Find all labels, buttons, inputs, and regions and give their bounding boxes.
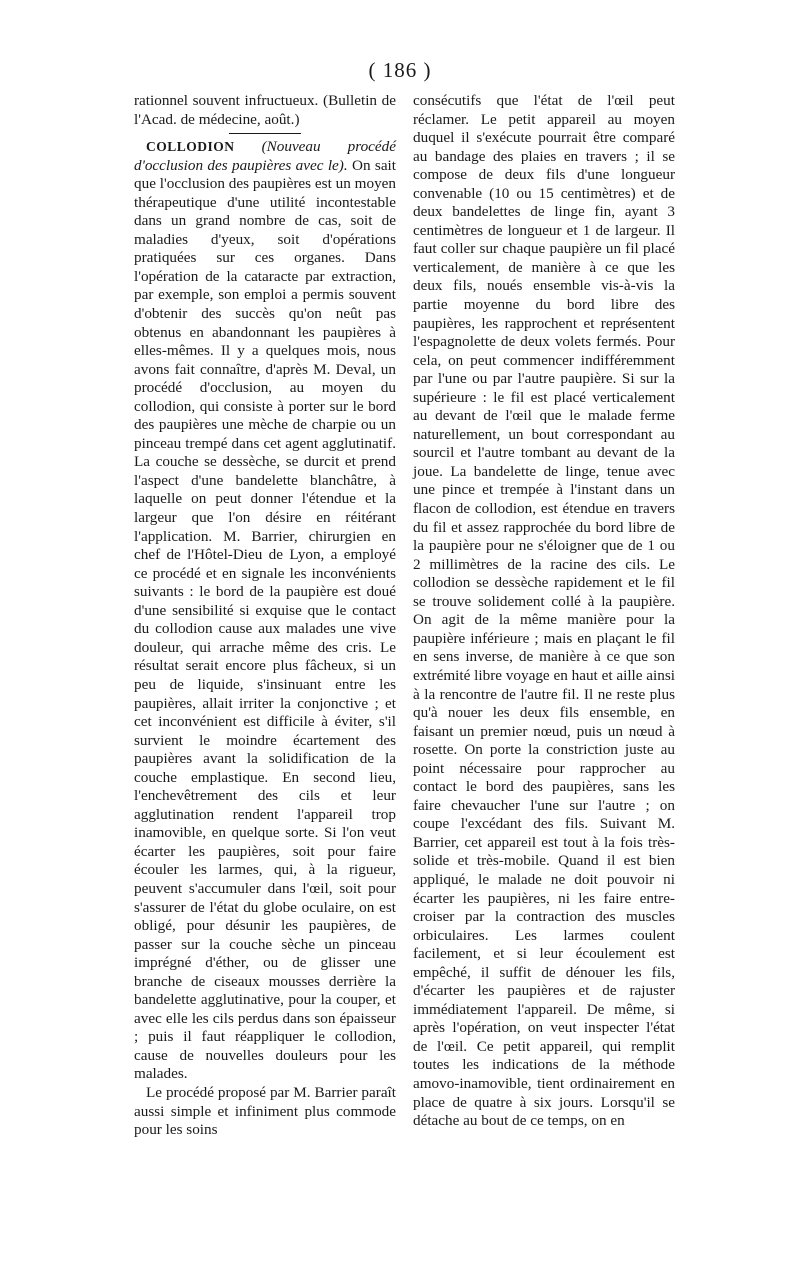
left-column <box>134 92 396 1140</box>
left-paragraph-closing: Le procédé proposé par M. Barrier paraît aussi simple et infiniment plus commode pour les soins <box>134 1083 396 1139</box>
article-subtitle: (Nouveau procédé d'occlusion des paupières avec le). <box>134 138 396 174</box>
article-title: COLLODION <box>146 139 235 155</box>
right-column <box>413 92 675 1131</box>
left-paragraph-opening: rationnel souvent infructueux. (Bulletin de l'Acad. de médecine, août.) <box>134 92 396 128</box>
page-number: ( 186 ) <box>368 58 432 82</box>
article-paragraph <box>134 138 396 1084</box>
right-paragraph: consécutifs que l'état de l'œil peut réclamer. Le petit appareil au moyen duquel il s'exécute pourrait être comparé au bandage des plaies en travers ; il se compose de deux fils d'une longueur convenable (10 ou 15 centimètres) et de deux bandelettes de linge fin, ayant 3 centimètres de longueur et 1 de largeur. Il faut coller sur chaque paupière un fil placé verticalement, de manière à ce que les deux fils, noués ensemble vis-à-vis la partie moyenne du bord libre des paupières, les rapprochent et représentent l'espagnolette de deux volets fermés. Pour cela, on peut commencer indifféremment par l'une ou par l'autre paupière. Si sur la supérieure : le fil est placé verticalement au devant de l'œil que le malade ferme naturellement, un bout correspondant au sourcil et l'autre tombant au devant de la joue. La bandelette de linge, tenue avec une pince et trempée à l'instant dans un flacon de collodion, est étendue en travers du fil et assez rapprochée du bord libre de la paupière pour ne s'éloigner que de 1 ou 2 millimètres de la racine des cils. Le collodion se dessèche rapidement et le fil se trouve solidement collé à la paupière. On agit de la même manière pour la paupière inférieure ; mais en plaçant le fil en sens inverse, de manière à ce que son extrémité libre voyage en haut et aille ainsi à la rencontre de l'autre fil. Il ne reste plus qu'à nouer les deux fils ensemble, en faisant un premier nœud, puis un nœud à rosette. On porte la constriction juste au point nécessaire pour rapprocher au contact le bord des paupières, sans les faire chevaucher l'une sur l'autre ; on coupe l'excédant des fils. Suivant M. Barrier, cet appareil est tout à la fois très-solide et très-mobile. Quand il est bien appliqué, le malade ne doit pouvoir ni écarter les paupières, ni les faire entre-croiser par la contraction des muscles orbiculaires. Les larmes coulent facilement, et si leur écoulement est empêché, il suffit de dénouer les fils, d'écarter les paupières et de rajuster immédiatement l'appareil. De même, si après l'opération, on veut inspecter l'état de l'œil. Ce petit appareil, qui remplit toutes les indications de la méthode amovo-inamovible, tient ordinairement en place de quatre à six jours. Lorsqu'il se détache au bout de ce temps, on en <box>413 92 675 1130</box>
article-body: On sait que l'occlusion des paupières est un moyen thérapeutique d'une utilité incontestable dans un grand nombre de cas, soit de maladies d'yeux, soit d'opérations pratiquées sur ces organes. Dans l'opération de la cataracte par extraction, par exemple, son emploi a permis souvent d'obtenir des succès qu'on neût pas obtenus en abandonnant les paupières à elles-mêmes. Il y a quelques mois, nous avons fait connaître, d'après M. Deval, un procédé d'occlusion, au moyen du collodion, qui consiste à porter sur le bord des paupières une mèche de charpie ou un pinceau trempé dans cet agent agglutinatif. La couche se dessèche, se durcit et prend l'aspect d'une bandelette blanchâtre, à laquelle on peut donner l'étendue et la largeur que l'on désire en réitérant l'application. M. Barrier, chirurgien en chef de l'Hôtel-Dieu de Lyon, a employé ce procédé et en signale les inconvénients suivants : le bord de la paupière est doué d'une sensibilité si exquise que le contact du collodion cause aux malades une vive douleur, qui arrache même des cris. Le résultat serait encore plus fâcheux, si un peu de liquide, s'insinuant entre les paupières, allait irriter la conjonctive ; et cet inconvénient est difficile à éviter, s'il survient le moindre écartement des paupières avant la solidification de la couche emplastique. En second lieu, l'enchevêtrement des cils et leur agglutination rendent l'appareil trop inamovible, en quelque sorte. Si l'on veut écarter les paupières, soit pour faire écouler les larmes, qui, à la rigueur, peuvent s'accumuler dans l'œil, soit pour s'assurer de l'état du globe oculaire, on est obligé, pour désunir les paupières, de passer sur la couche sèche un pinceau imprégné d'éther, ou de glisser une branche de ciseaux mousses derrière la bandelette agglutinative, pour la couper, et avec elle les cils perdus dans son épaisseur ; puis il faut réappliquer le collodion, cause de nouvelles douleurs pour les malades. <box>134 156 397 1083</box>
section-divider <box>229 133 301 134</box>
